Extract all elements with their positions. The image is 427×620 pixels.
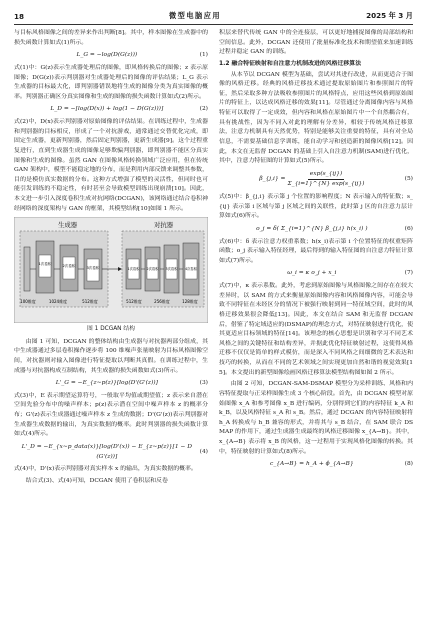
discriminator-label: 对抗器 (154, 221, 174, 230)
paragraph: 从本节以 DCGAN 模型为基础，尝试对其进行改进，从而更适合于图像的风格迁移。经典的风格迁移技术通过提取原始图片和参照图片的特征，然后采取多种方法吸收参照图片的风格特点，应用这些风格到原始图片的特征上，以达成风格迁移的效果[11]。尽管通过分离图像内容与风格特征可以取得了一定成效，但内容和风格在原始图片中一个自然耦合有，具有挑战性，因为不同入对此的理解有分差异，相较于传统风格迁移算法，注意力机制具有天然优势，特别是能够关注重要的特征，具有对全局信息，不需要基础信息学训练，能自动学习和创造新的图像风格[12]。因此，本文在无监督 DCGAN 的基础上引入自注意力机制(SAM)进行优化，其中，注意力特征图的计算如式(5)所示。 (219, 71, 413, 165)
right-column (219, 29, 413, 473)
paragraph: 式(4)中，D'(x)表示判别器对真实样本 x 的输出，为真实数据的概率。 (14, 466, 197, 473)
equation-4 (14, 443, 208, 462)
equation-body: L_D = −[log(D(x)) + log(1 − D(G(z)))] (50, 106, 164, 113)
disc-dim-label: 512维度 (126, 299, 142, 305)
paragraph: 由图 1 可知，DCGAN 的整体结构由生成器与对抗器两部分组成，其中生成器通过多层卷积操作逐步将 100 维噪声张量映射为目标风格图像空间，对抗器则对输入图像进行特征提取以判断其真假。在训练过程中，生成器与对抗器构成互制结构，其生成器的损失函数如式(3)所示。 (14, 338, 208, 374)
equation-8 (219, 460, 413, 470)
paragraph: 式(3)中，E 表示期望运算符号，一般取平均值或期望值；z 表示来自潜在空间先验分布中的噪声样本；p(z)表示潜在空间中噪声样本 z 的概率分布；G'(z)表示生成器通过噪声样本 z 生成的数据；D'(G'(z))表示判别器对生成器生成数据的输出，为真实数据的概率。此时判别器的损失函数计算如式(4)所示。 (14, 392, 208, 438)
equation-lhs: β_{j,i} = (259, 176, 286, 183)
running-header (14, 8, 413, 25)
issue-date: 2025 年 3 月 (366, 11, 413, 20)
equation-3 (14, 379, 208, 389)
dcgan-diagram (14, 217, 208, 323)
generator-label: 生成器 (58, 221, 78, 230)
equation-number: (4) (199, 448, 208, 455)
paragraph: 式(5)中：β_{j,i} 表示第 j 个位置的影响程度；N 表示输入的特征数；s_{ij} 表示第 i 区域与第 j 区域之间的关联性，此时第 j 区的自注意力层计算如式(6)所示。 (219, 194, 413, 220)
disc-box-label: 2次卷积 (146, 267, 159, 272)
gen-dim-label: 512维度 (82, 299, 98, 305)
paragraph: 式(1)中：G(z)表示生成器处理后的图像，即风格转换后的图像；z 表示原图像；D(G(z))表示判别器对生成器处理后的图像的评估结果；L_G 表示生成器的目标最大化，即判别器错误地将生成的图像分类为真实图像的概率。判别器正确区分真实图像和生成的图像的损失函数计算如式(2)所示。 (14, 64, 208, 100)
equation-2 (14, 105, 208, 115)
figure-dcgan-structure (14, 217, 208, 323)
equation-5 (219, 170, 413, 190)
fraction-denominator: Σ_{i=1}^{N} exp(s_{ij}) (287, 181, 365, 188)
paragraph: 式(6)中：δ 表示注意力权重系数；h(x_i)表示第 i 个位置特征的权重矩阵函数；o_j 表示输入特征经理，最后得到的输入特征图的自注意力特征计算如式(7)所示。 (219, 238, 413, 264)
equation-6 (219, 225, 413, 235)
paragraph: 式(7)中，κ 表示系数。此外，考虑到原始图像与风格图像之间存在在较大差异时，以 SAM 的方式来衡量原始图像内容和风格图像内容，可能会导致不同特征在未经区分的情况下被强行映射到同一特征域空间，此时的风格迁移效果很会降低[13]。因此，本文在结合 SAM 和无监督 DCGAN 后，借鉴了特定域适应的(DSMAP)的理念方式，对特征映射进行优化，使其更适应目标领域的特征[14]。该理念的核心思想是识别和学习不同艺术风格之间的关键特征和结构差异，并据此优化特征映射过程，这使得风格迁移不仅仅是简单的样式模仿，而是深入不同风格之间细微的艺术表达和技巧的转换，从而在不同的艺术领域之间实现更加自然和谐的视觉效果[15]。本文提出的新型图像绘画风格迁移算法模型结构图如图 2 所示。 (219, 283, 413, 376)
equation-body: L'_D = −E_{x∼p_data(x)}[log(D'(x)) − E_{z∼p(z)}[1 − D(G'(z))] (21, 443, 192, 460)
noise-input-bar (24, 247, 30, 291)
equation-body: ω_i = κ o_j + x_i (287, 270, 337, 277)
paragraph: 式(2)中，D(x)表示判别器对原始图像的评估结果。在训练过程中，生成器和判别器的目标相反，形成了一个对抗游戏，通常通过交替优化完成，即固定生成器，更新判别器，然后固定判别器，更新生成器[9]。这个过程重复进行，直到生成器生成的图像足够欺骗判别器，即判别器不能区分真实图像和生成的图像。虽然 GAN 在图像风格转换领域广泛应用，但在传统 GAN 架构中，模型不能稳定地的分布，而是利用内部反馈来调整其参数，目的是模仿真实数据的分布。这种方式增强了模型的灵活性，但同时也可能引发训练的不稳定性，有时甚至会导致模型训练出现崩溃[10]。因此，本文进一步引入深度卷积生成对抗网络(DCGAN)，该网络通过结合卷积神经网络的深度架构与 GAN 的框架，其模型结构[10]如图 1 所示。 (14, 119, 208, 212)
equation-number: (1) (199, 52, 208, 59)
figure-caption: 图 1 DCGAN 结构 (87, 326, 135, 333)
paragraph: 与目标风格图像之间的差异来作出判断[8]。其中，样本图像在生成器中的损失函数计算如式(1)所示。 (14, 30, 208, 46)
paragraph: 结合式(3)、式(4)可知，DCGAN 使用了卷积层和反卷 (25, 477, 168, 484)
equation-7 (219, 269, 413, 279)
gen-box-label: 2次卷积 (62, 264, 76, 269)
equation-body: L_G = −log(D(G(z))) (76, 52, 138, 59)
equation-number: (7) (404, 270, 413, 277)
equation-number: (5) (404, 176, 413, 183)
equation-number: (8) (404, 461, 413, 468)
fraction-numerator: exp(s_{ij}) (308, 170, 344, 181)
disc-box-label: 3次卷积 (165, 267, 178, 272)
gen-dim-label: 1024维度 (48, 299, 68, 305)
section-heading: 1.2 融合特征映射和自注意力机制改进的风格迁移算法 (219, 60, 362, 67)
gen-box-label: 3次卷积 (86, 266, 100, 271)
equation-number: (2) (199, 106, 208, 113)
journal-title: 微型电脑应用 (168, 11, 222, 20)
fraction (287, 170, 364, 190)
equation-1 (14, 51, 208, 61)
disc-box-label: 4次卷积 (185, 267, 197, 272)
equation-body: L'_G = −E_{z∼p(z)}[log(D'(G'(z))] (55, 380, 158, 387)
equation-body: o_j = δ( Σ_{i=1}^{N} β_{j,i} h(x_i) ) (256, 225, 368, 232)
paragraph: 由图 2 可知，DCGAN-SAM-DSMAP 模型分为采样训练、风格和内容特征提取与正采样图像生成 3 个核心阶段。首先，由 DCGAN 模型对原始图像 x_A 和参考图像 x_B 进行编码，分别得到它们的内容特征 k_A 和 k_B，以及风格特征 s_A 和 s_B。然后，通过 DCGAN 的内容特征映射将 h_A 转换成与 h_B 兼容的形式，并将其与 s_B 结合，在 SAM 联合 DSMAP 的作用下，通过生成器生成最终的风格迁移图像 x_{A→B}。其中，x_{A→B} 表示将 x_B 的风格，这一过程用于实现风格化图像的转换。其中，特征映射的计算如式(8)所示。 (219, 381, 413, 455)
equation-body: c_{A→B} = h_A + ϕ_{A→B} (270, 461, 354, 468)
gen-dim-label: 100维度 (20, 299, 36, 305)
equation-number: (6) (404, 225, 413, 232)
disc-dim-label: 256维度 (154, 299, 170, 305)
disc-dim-label: 128维度 (182, 299, 198, 305)
equation-number: (3) (199, 380, 208, 387)
disc-box-label: 1次卷积 (127, 267, 140, 272)
paragraph: 积层来替代传统 GAN 中的全连接层，可以更好地捕捉图像的局部结构和空间信息。此外，DCGAN 还使用了批量标准化技术和期望值来加速训练过程并稳定 GAN 的训练。 (219, 30, 413, 56)
page-number: 18 (14, 11, 25, 21)
left-column (14, 29, 208, 488)
gen-box-label: 1次卷积 (38, 262, 52, 267)
